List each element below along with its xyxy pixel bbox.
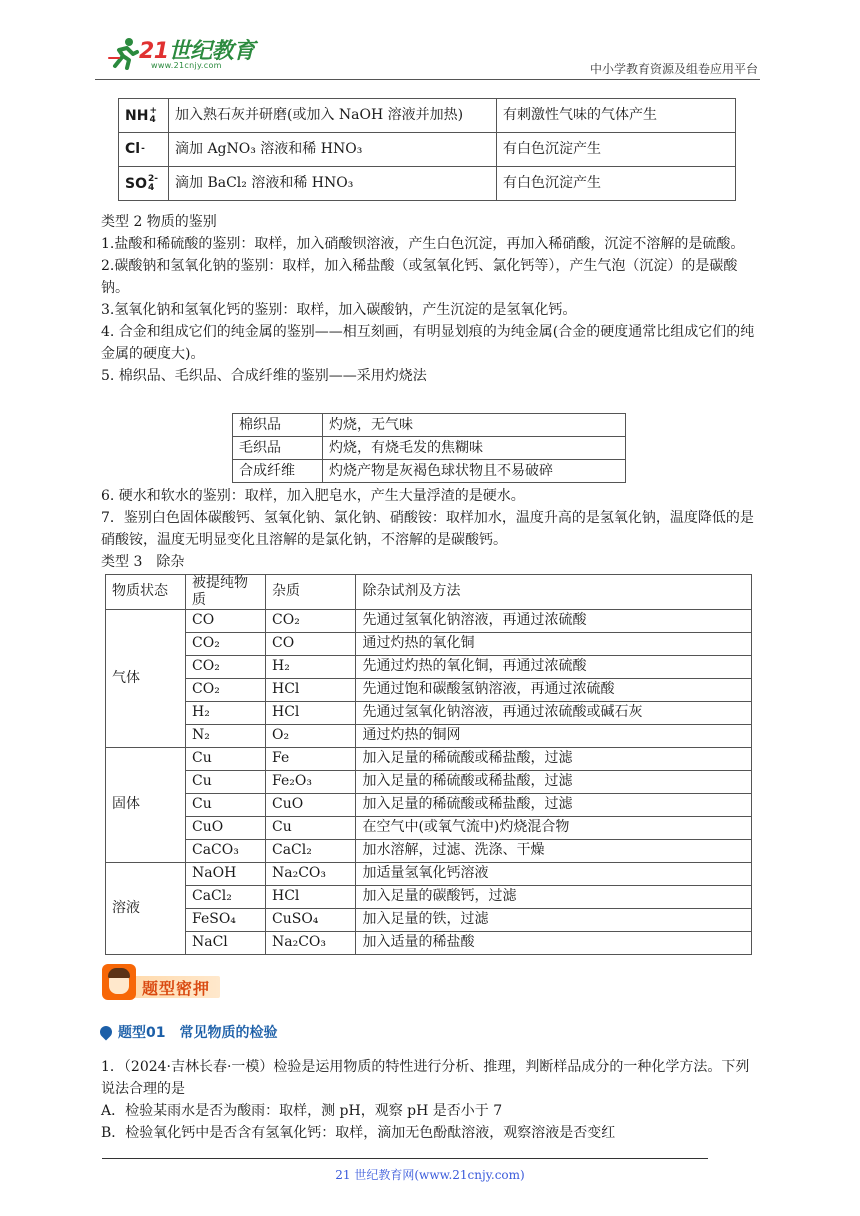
question-1 (101, 1056, 763, 1144)
table-row (106, 770, 752, 793)
result-cell: 有刺激性气味的气体产生 (497, 99, 736, 133)
method-cell: 通过灼热的铜网 (356, 724, 752, 747)
footer-text: 21 世纪教育网(www.21cnjy.com) (335, 1168, 525, 1182)
substance-cell: CaCO₃ (186, 839, 266, 862)
location-pin-icon (98, 1024, 115, 1041)
method-cell: 加入足量的碳酸钙，过滤 (356, 885, 752, 908)
table-row (233, 437, 626, 460)
impurity-cell: CuSO₄ (266, 908, 356, 931)
header-platform-title: 中小学教育资源及组卷应用平台 (589, 62, 758, 76)
substance-cell: CuO (186, 816, 266, 839)
type-tag: 题型01 (118, 1025, 166, 1041)
table-row (106, 747, 752, 770)
type-heading (100, 1022, 277, 1042)
method-cell: 加水溶解，过滤、洗涤、干燥 (356, 839, 752, 862)
column-header: 杂质 (266, 575, 356, 610)
substance-cell: CO (186, 609, 266, 632)
substance-cell: NaOH (186, 862, 266, 885)
paragraph: 5. 棉织品、毛织品、合成纤维的鉴别——采用灼烧法 (101, 368, 427, 384)
method-cell: 先通过氢氧化钠溶液，再通过浓硫酸或碱石灰 (356, 701, 752, 724)
fiber-desc-cell: 灼烧，无气味 (323, 414, 626, 437)
runner-logo-icon (107, 36, 141, 70)
table-row (106, 701, 752, 724)
method-cell: 加入足量的稀硫酸或稀盐酸，过滤 (356, 770, 752, 793)
impurity-cell: CaCl₂ (266, 839, 356, 862)
table-row (119, 133, 736, 167)
fiber-desc-cell: 灼烧产物是灰褐色球状物且不易破碎 (323, 460, 626, 483)
fiber-identification-table (232, 413, 626, 483)
substance-cell: CO₂ (186, 678, 266, 701)
method-cell: 加入足量的铁，过滤 (356, 908, 752, 931)
substance-cell: CO₂ (186, 655, 266, 678)
method-cell: 先通过灼热的氧化铜，再通过浓硫酸 (356, 655, 752, 678)
method-cell: 通过灼热的氧化铜 (356, 632, 752, 655)
method-cell: 在空气中(或氧气流中)灼烧混合物 (356, 816, 752, 839)
badge-label: 题型密押 (142, 979, 211, 998)
table-row (233, 414, 626, 437)
impurity-cell: Na₂CO₃ (266, 931, 356, 954)
paragraph: 7．鉴别白色固体碳酸钙、氢氧化钠、氯化钠、硝酸铵：取样加水，温度升高的是氢氧化钠，温度降低的是硝酸铵，温度无明显变化且溶解的是氯化钠，不溶解的是碳酸钙。 (101, 510, 754, 548)
table-row (106, 908, 752, 931)
method-cell: 先通过饱和碳酸氢钠溶液，再通过浓硫酸 (356, 678, 752, 701)
table-row (106, 678, 752, 701)
impurity-cell: H₂ (266, 655, 356, 678)
method-cell: 滴加 BaCl₂ 溶液和稀 HNO₃ (169, 167, 497, 201)
table-header-row (106, 575, 752, 610)
logo (95, 30, 265, 76)
paragraph: 3.氢氧化钠和氢氧化钙的鉴别：取样，加入碳酸钠，产生沉淀的是氢氧化钙。 (101, 302, 577, 318)
method-cell: 加入足量的稀硫酸或稀盐酸，过滤 (356, 747, 752, 770)
student-avatar-icon (102, 964, 136, 1000)
method-cell: 滴加 AgNO₃ 溶液和稀 HNO₃ (169, 133, 497, 167)
option-a: A．检验某雨水是否为酸雨：取样，测 pH，观察 pH 是否小于 7 (101, 1103, 503, 1119)
logo-url: www.21cnjy.com (151, 61, 222, 70)
impurity-cell: Cu (266, 816, 356, 839)
column-header: 物质状态 (106, 575, 186, 610)
fiber-name-cell: 毛织品 (233, 437, 323, 460)
impurity-cell: HCl (266, 701, 356, 724)
table-row (119, 167, 736, 201)
purification-table (105, 574, 752, 955)
footer-divider (102, 1158, 708, 1159)
substance-cell: FeSO₄ (186, 908, 266, 931)
method-cell: 加入适量的稀盐酸 (356, 931, 752, 954)
substance-cell: H₂ (186, 701, 266, 724)
type-title: 常见物质的检验 (179, 1025, 278, 1041)
table-row (106, 724, 752, 747)
substance-cell: NaCl (186, 931, 266, 954)
method-cell: 加入熟石灰并研磨(或加入 NaOH 溶液并加热) (169, 99, 497, 133)
impurity-cell: HCl (266, 885, 356, 908)
ion-cell: SO 2- 4 (119, 167, 169, 201)
impurity-cell: CO₂ (266, 609, 356, 632)
question-stem: 1．（2024·吉林长春·一模）检验是运用物质的特性进行分析、推理，判断样品成分的一种化学方法。下列说法合理的是 (101, 1059, 750, 1097)
ion-detection-table (118, 98, 736, 201)
table-row (106, 655, 752, 678)
substance-cell: N₂ (186, 724, 266, 747)
section-identification-cont (101, 485, 763, 573)
table-row (106, 793, 752, 816)
impurity-cell: HCl (266, 678, 356, 701)
table-row (233, 460, 626, 483)
table-row (106, 632, 752, 655)
section-title: 类型 2 物质的鉴别 (101, 214, 217, 230)
logo-brand: 21世纪教育 (139, 39, 255, 64)
substance-cell: Cu (186, 793, 266, 816)
section-identification (101, 211, 763, 387)
section-title: 类型 3 除杂 (101, 554, 185, 570)
impurity-cell: Fe (266, 747, 356, 770)
state-cell: 溶液 (106, 862, 186, 954)
section-badge (102, 964, 220, 1000)
paragraph: 1.盐酸和稀硫酸的鉴别：取样，加入硝酸钡溶液，产生白色沉淀，再加入稀硝酸，沉淀不溶解的是硫酸。 (101, 236, 745, 252)
state-cell: 气体 (106, 609, 186, 747)
method-cell: 加入足量的稀硫酸或稀盐酸，过滤 (356, 793, 752, 816)
fiber-name-cell: 合成纤维 (233, 460, 323, 483)
table-row (106, 862, 752, 885)
substance-cell: CO₂ (186, 632, 266, 655)
column-header: 除杂试剂及方法 (356, 575, 752, 610)
substance-cell: CaCl₂ (186, 885, 266, 908)
column-header: 被提纯物质 (186, 575, 266, 610)
option-b: B．检验氧化钙中是否含有氢氧化钙：取样，滴加无色酚酞溶液，观察溶液是否变红 (101, 1125, 616, 1141)
method-cell: 先通过氢氧化钠溶液，再通过浓硫酸 (356, 609, 752, 632)
impurity-cell: CuO (266, 793, 356, 816)
method-cell: 加适量氢氧化钙溶液 (356, 862, 752, 885)
ion-cell: NH + 4 (119, 99, 169, 133)
state-cell: 固体 (106, 747, 186, 862)
table-row (119, 99, 736, 133)
impurity-cell: Na₂CO₃ (266, 862, 356, 885)
page-header (95, 30, 760, 80)
fiber-desc-cell: 灼烧，有烧毛发的焦糊味 (323, 437, 626, 460)
paragraph: 4. 合金和组成它们的纯金属的鉴别——相互刻画，有明显划痕的为纯金属(合金的硬度通常比组成它们的纯金属的硬度大)。 (101, 324, 755, 362)
substance-cell: Cu (186, 770, 266, 793)
header-divider (95, 79, 760, 80)
ion-cell: Cl - (119, 133, 169, 167)
table-row (106, 839, 752, 862)
impurity-cell: O₂ (266, 724, 356, 747)
substance-cell: Cu (186, 747, 266, 770)
fiber-name-cell: 棉织品 (233, 414, 323, 437)
impurity-cell: CO (266, 632, 356, 655)
result-cell: 有白色沉淀产生 (497, 167, 736, 201)
table-row (106, 609, 752, 632)
paragraph: 6. 硬水和软水的鉴别：取样，加入肥皂水，产生大量浮渣的是硬水。 (101, 488, 525, 504)
result-cell: 有白色沉淀产生 (497, 133, 736, 167)
impurity-cell: Fe₂O₃ (266, 770, 356, 793)
table-row (106, 931, 752, 954)
paragraph: 2.碳酸钠和氢氧化钠的鉴别：取样，加入稀盐酸（或氢氧化钙、氯化钙等），产生气泡（沉淀）的是碳酸钠。 (101, 258, 738, 296)
table-row (106, 885, 752, 908)
table-row (106, 816, 752, 839)
